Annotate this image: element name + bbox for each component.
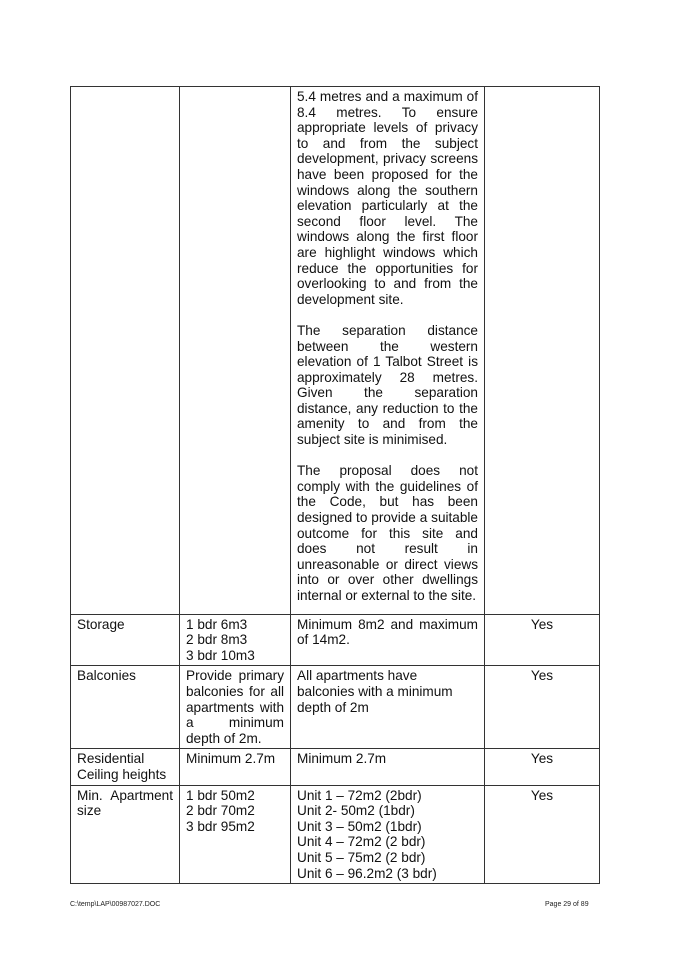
table-row [71, 749, 600, 785]
table-cell-element: Residential Ceiling heights [71, 749, 180, 785]
requirement-line: 2 bdr 70m2 [186, 803, 255, 819]
table-cell-element: Storage [71, 614, 180, 666]
proposal-line: Unit 1 – 72m2 (2bdr) [297, 787, 422, 803]
table-cell-proposal: All apartments have balconies with a minimum depth of 2m [291, 666, 485, 749]
proposal-line: Unit 2- 50m2 (1bdr) [297, 803, 415, 819]
requirement-line: 3 bdr 10m3 [186, 647, 255, 663]
footer-file-path: C:\temp\LAP\00987027.DOC [70, 901, 161, 908]
table-cell-compliance: Yes [485, 614, 600, 666]
table-cell-compliance: Yes [485, 749, 600, 785]
table-cell-compliance: Yes [485, 785, 600, 884]
paragraph: 5.4 metres and a maximum of 8.4 metres. To ensure appropriate levels of privacy to and from the subject development, privacy screens have been proposed for the windows along the southern elevation particularly at the second floor level. The windows along the first floor are highlight windows which reduce the opportunities for overlooking to and from the development site. [297, 89, 478, 307]
table-cell-compliance [485, 87, 600, 615]
table-cell-proposal: Minimum 8m2 and maximum of 14m2. [291, 614, 485, 666]
table-cell-requirement: Provide primary balconies for all apartments with a minimum depth of 2m. [180, 666, 291, 749]
footer-page-number: Page 29 of 89 [545, 901, 589, 908]
requirement-line: 2 bdr 8m3 [186, 632, 248, 648]
table-row [71, 666, 600, 749]
table-cell-requirement [180, 785, 291, 884]
paragraph: The proposal does not comply with the guidelines of the Code, but has been designed to provide a suitable outcome for this site and does not result in unreasonable or direct views into or over other dwellings internal or external to the site. [297, 463, 478, 603]
table-row [71, 785, 600, 884]
requirement-line: 1 bdr 50m2 [186, 787, 255, 803]
compliance-table [70, 86, 600, 884]
proposal-line: Unit 3 – 50m2 (1bdr) [297, 818, 422, 834]
table-cell-compliance: Yes [485, 666, 600, 749]
table-row [71, 87, 600, 615]
proposal-line: Unit 5 – 75m2 (2 bdr) [297, 849, 426, 865]
table-cell-element: Balconies [71, 666, 180, 749]
table-cell-requirement [180, 87, 291, 615]
proposal-line: Unit 6 – 96.2m2 (3 bdr) [297, 865, 437, 881]
table-cell-proposal: Minimum 2.7m [291, 749, 485, 785]
table-cell-proposal [291, 87, 485, 615]
table-cell-requirement: Minimum 2.7m [180, 749, 291, 785]
paragraph: The separation distance between the western elevation of 1 Talbot Street is approximately 28 metres. Given the separation distance, any reduction to the amenity to and from the subject site is minimised. [297, 322, 478, 448]
table-cell-element: Min. Apartment size [71, 785, 180, 884]
table-cell-element [71, 87, 180, 615]
table-cell-requirement [180, 614, 291, 666]
proposal-line: Unit 4 – 72m2 (2 bdr) [297, 834, 426, 850]
table-row [71, 614, 600, 666]
table-cell-proposal [291, 785, 485, 884]
requirement-line: 1 bdr 6m3 [186, 616, 248, 632]
requirement-line: 3 bdr 95m2 [186, 818, 255, 834]
